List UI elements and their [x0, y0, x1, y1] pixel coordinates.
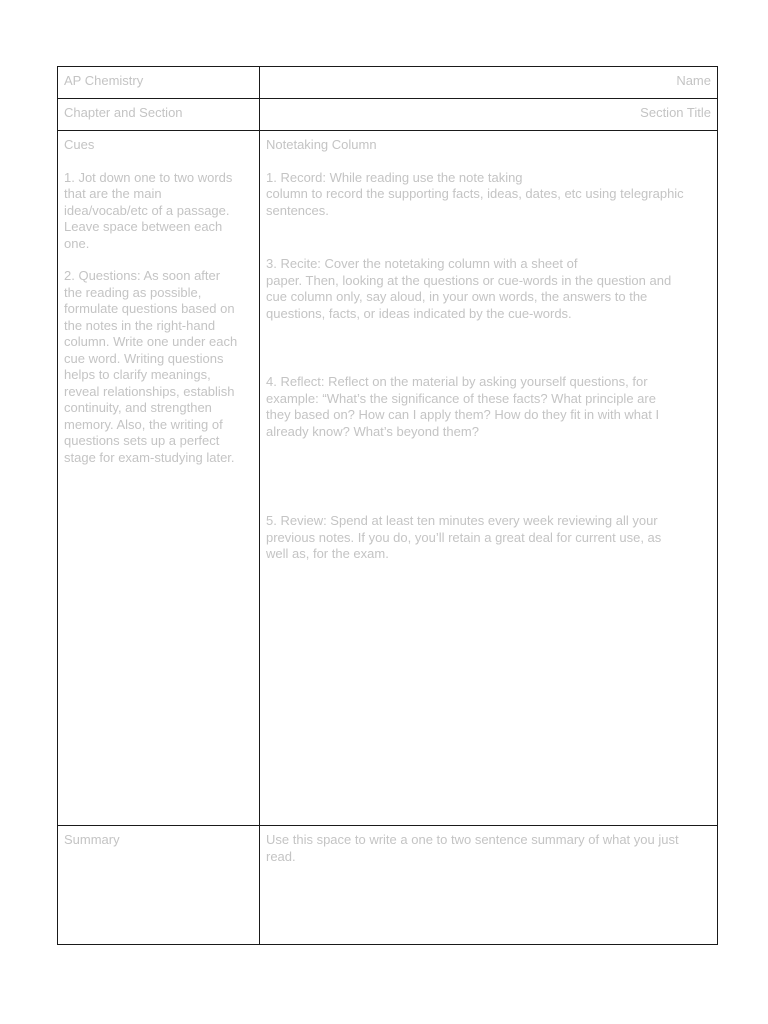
recite-instruction: 3. Recite: Cover the notetaking column with a sheet of paper. Then, looking at the questions or cue-words in the question and cue column only, say aloud, in your own words, the answers to the questions, facts, or ideas indicated by the cue-words. [266, 256, 672, 321]
cues-column[interactable] [58, 131, 260, 826]
notetaking-heading: Notetaking Column [266, 137, 377, 152]
header-row-course [58, 67, 718, 99]
summary-instruction: Use this space to write a one to two sentence summary of what you just read. [266, 832, 679, 864]
cues-instruction-1: 1. Jot down one to two words that are the main idea/vocab/etc of a passage. Leave space between each one. [64, 169, 233, 251]
summary-field[interactable] [260, 826, 718, 945]
section-title-field[interactable]: Section Title [260, 99, 718, 131]
record-instruction: 1. Record: While reading use the note taking column to record the supporting facts, ideas, dates, etc using telegraphic sentences. [266, 169, 684, 218]
chapter-section-field[interactable]: Chapter and Section [58, 99, 260, 131]
course-title[interactable]: AP Chemistry [58, 67, 260, 99]
notes-row [58, 131, 718, 826]
cornell-notes-sheet [57, 66, 717, 944]
header-row-section [58, 99, 718, 131]
cornell-notes-table [57, 66, 718, 945]
notetaking-column[interactable] [260, 131, 718, 826]
reflect-instruction: 4. Reflect: Reflect on the material by asking yourself questions, for example: “What’s the significance of these facts? What principle are they based on? How can I apply them? How do they fit in with what I already know? What’s beyond them? [266, 374, 660, 439]
cues-instruction-2: 2. Questions: As soon after the reading as possible, formulate questions based on the notes in the right-hand column. Write one under each cue word. Writing questions helps to clarify meanings, reveal relationships, establish continuity, and strengthen memory. Also, the writing of questions sets up a perfect stage for exam-studying later. [64, 268, 238, 465]
cues-heading: Cues [64, 137, 95, 152]
name-field[interactable]: Name [260, 67, 718, 99]
review-instruction: 5. Review: Spend at least ten minutes every week reviewing all your previous notes. If you do, you’ll retain a great deal for current use, as well as, for the exam. [266, 513, 662, 561]
summary-label: Summary [58, 826, 260, 945]
summary-row [58, 826, 718, 945]
